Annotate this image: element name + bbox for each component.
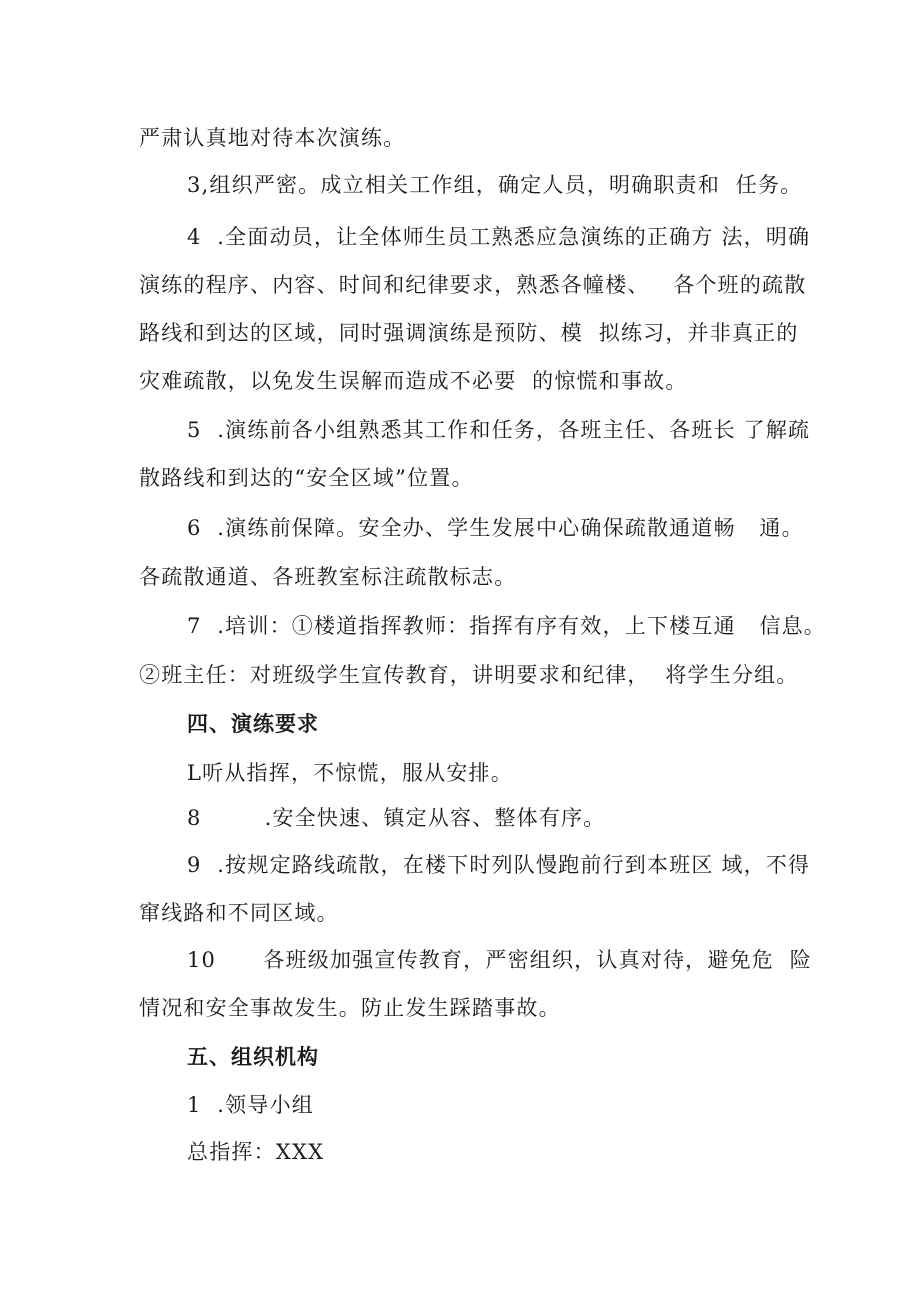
- paragraph-line: 散路线和到达的“安全区域”位置。: [139, 466, 474, 490]
- paragraph-line: 4 .全面动员，让全体师生员工熟悉应急演练的正确方 法，明确: [187, 225, 811, 249]
- paragraph-line: 总指挥：XXX: [187, 1140, 325, 1164]
- paragraph-line: 灾难疏散，以免发生误解而造成不必要 的惊慌和事故。: [139, 369, 688, 393]
- paragraph-line: 演练的程序、内容、时间和纪律要求，熟悉各幢楼、 各个班的疏散: [139, 273, 807, 297]
- paragraph-line: 严肃认真地对待本次演练。: [139, 126, 406, 150]
- paragraph-line: 9 .按规定路线疏散，在楼下时列队慢跑前行到本班区 域，不得: [187, 853, 811, 877]
- paragraph-line: 6 .演练前保障。安全办、学生发展中心确保疏散通道畅 通。: [187, 516, 804, 540]
- paragraph-line: 窜线路和不同区域。: [139, 901, 339, 925]
- paragraph-line: 10 各班级加强宣传教育，严密组织，认真对待，避免危 险: [187, 948, 812, 972]
- paragraph-line: 各疏散通道、各班教室标注疏散标志。: [139, 565, 517, 589]
- paragraph-line: 7 .培训：①楼道指挥教师：指挥有序有效，上下楼互通 信息。: [187, 614, 827, 638]
- paragraph-line: 3,组织严密。成立相关工作组，确定人员，明确职责和 任务。: [187, 173, 803, 197]
- section-heading: 五、组织机构: [187, 1045, 319, 1069]
- paragraph-line: 情况和安全事故发生。防止发生踩踏事故。: [139, 996, 561, 1020]
- section-heading: 四、演练要求: [187, 712, 319, 736]
- paragraph-line: 1 .领导小组: [187, 1093, 314, 1117]
- paragraph-line: L听从指挥，不惊慌，服从安排。: [187, 761, 513, 785]
- paragraph-line: ②班主任：对班级学生宣传教育，讲明要求和纪律， 将学生分组。: [139, 663, 799, 687]
- paragraph-line: 5 .演练前各小组熟悉其工作和任务，各班主任、各班长 了解疏: [187, 418, 811, 442]
- paragraph-line: 路线和到达的区域，同时强调演练是预防、模 拟练习，并非真正的: [139, 321, 799, 345]
- paragraph-line: 8 .安全快速、镇定从容、整体有序。: [187, 806, 606, 830]
